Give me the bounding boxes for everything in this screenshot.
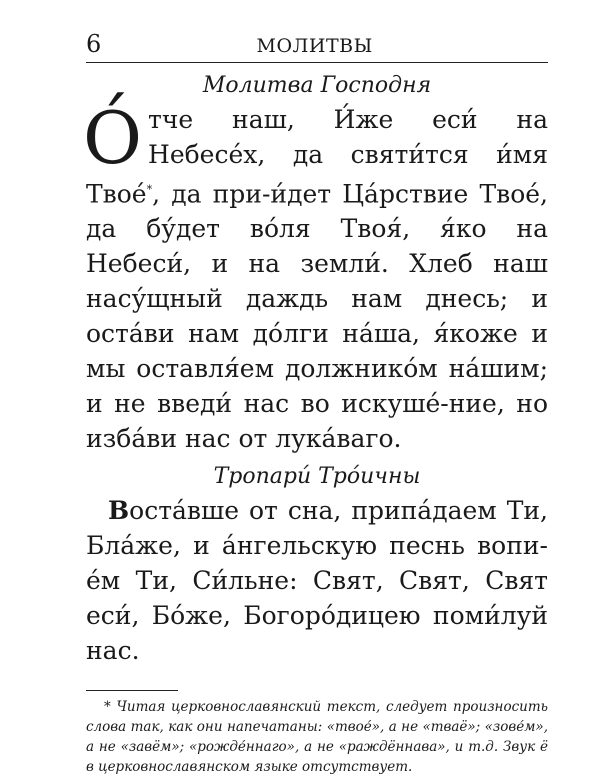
troparion-body: оста́вше от сна, припа́даем Ти, Бла́же, и а́нгельскую песнь вопи-е́м Ти, Си́льне: Свят, Свят, Свят еси́, Бо́же, Богоро́дицею поми́луй нас. xyxy=(86,496,548,666)
page-header xyxy=(86,30,548,60)
section-title-lords-prayer: Молитва Господня xyxy=(202,73,432,98)
lead-letter: В xyxy=(108,496,130,526)
lords-prayer-text xyxy=(83,96,548,456)
running-title: МОЛИТВЫ xyxy=(256,35,373,57)
book-page xyxy=(83,30,548,777)
lords-prayer-part2: , да при-и́дет Ца́рствие Твое́, да бу́дет во́ля Твоя́, я́ко на Небеси́, и на земли́. Хлеб наш насу́щный даждь нам днесь; и оста́ви нам до́лги на́ша, я́коже и мы оставля́ем должнико́м на́шим; и не введи́ нас во искуше́-ние, но изба́ви нас от лука́ваго. xyxy=(86,179,548,454)
page-number: 6 xyxy=(86,30,102,58)
header-rule xyxy=(86,62,548,63)
footnote-marker: * xyxy=(146,183,153,196)
troparion-text xyxy=(86,493,548,668)
drop-cap: О́ xyxy=(83,96,143,180)
lords-prayer-part1: тче наш, И́же еси́ на Небесе́х, да святи́тся и́мя Твое́ xyxy=(86,105,548,209)
footnote-rule xyxy=(86,690,178,691)
section-title-troparia: Тропари́ Тро́ичны xyxy=(213,464,421,490)
footnote: * Читая церковнославянский текст, следует произносить слова так, как они напечатаны: «твое́», а не «тваё»; «зове́м», а не «завём»; «рожде́ннаго», а не «раждённава», и т.д. Звук ё в церковнославянском языке отсутствует. xyxy=(86,699,548,776)
